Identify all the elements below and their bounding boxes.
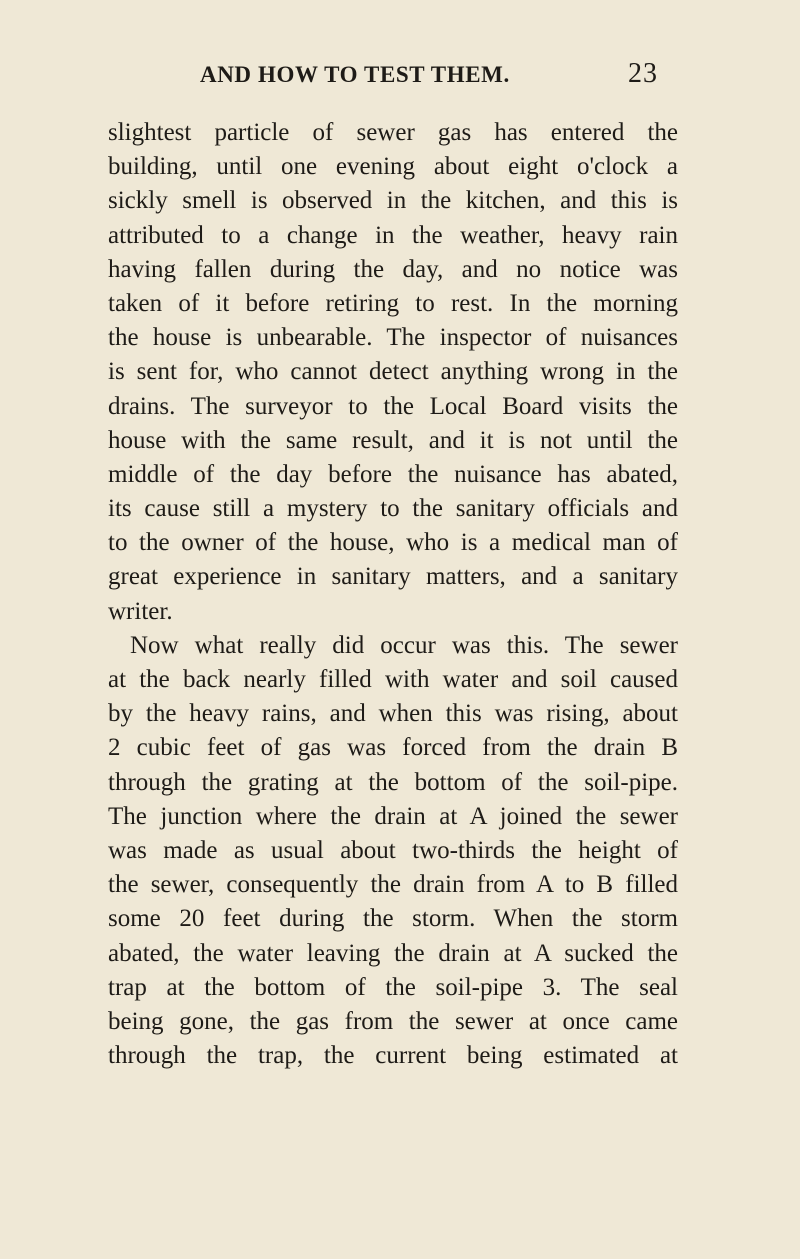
text-line: through the trap, the current being estimated at bbox=[108, 1042, 678, 1070]
text-line: abated, the water leaving the drain at A sucked the bbox=[108, 939, 678, 967]
text-line: middle of the day before the nuisance has abated, bbox=[108, 460, 678, 488]
text-line-paragraph-start: Now what really did occur was this. The sewer bbox=[130, 631, 678, 659]
body-text bbox=[108, 116, 678, 1073]
text-line: slightest particle of sewer gas has entered the bbox=[108, 119, 678, 146]
text-line: some 20 feet during the storm. When the storm bbox=[108, 905, 678, 933]
text-line: is sent for, who cannot detect anything wrong in the bbox=[108, 358, 678, 386]
text-line: house with the same result, and it is not until the bbox=[108, 426, 678, 454]
text-line: attributed to a change in the weather, heavy rain bbox=[108, 221, 678, 249]
text-line: trap at the bottom of the soil-pipe 3. The seal bbox=[108, 973, 678, 1001]
page-number: 23 bbox=[628, 58, 658, 89]
text-line: its cause still a mystery to the sanitary officials and bbox=[108, 495, 678, 523]
running-title: AND HOW TO TEST THEM. bbox=[200, 62, 510, 87]
text-line: was made as usual about two-thirds the height of bbox=[108, 836, 678, 864]
running-head bbox=[0, 56, 800, 96]
text-line: the house is unbearable. The inspector of nuisances bbox=[108, 324, 678, 352]
text-line: 2 cubic feet of gas was forced from the drain B bbox=[108, 734, 678, 762]
text-line: building, until one evening about eight o'clock a bbox=[108, 153, 678, 181]
text-line: to the owner of the house, who is a medical man of bbox=[108, 529, 678, 557]
text-line: taken of it before retiring to rest. In the morning bbox=[108, 289, 678, 317]
text-line: being gone, the gas from the sewer at once came bbox=[108, 1007, 678, 1035]
text-line: at the back nearly filled with water and soil caused bbox=[108, 666, 678, 693]
text-line: drains. The surveyor to the Local Board visits the bbox=[108, 392, 678, 420]
text-line: the sewer, consequently the drain from A to B filled bbox=[108, 871, 678, 899]
text-line: by the heavy rains, and when this was rising, about bbox=[108, 700, 678, 728]
text-line: The junction where the drain at A joined the sewer bbox=[108, 802, 678, 830]
text-line-paragraph-end: writer. bbox=[108, 597, 173, 625]
text-line: having fallen during the day, and no notice was bbox=[108, 255, 678, 283]
text-line: great experience in sanitary matters, and a sanitary bbox=[108, 563, 678, 591]
text-line: sickly smell is observed in the kitchen, and this is bbox=[108, 187, 678, 215]
text-line: through the grating at the bottom of the soil-pipe. bbox=[108, 768, 678, 796]
